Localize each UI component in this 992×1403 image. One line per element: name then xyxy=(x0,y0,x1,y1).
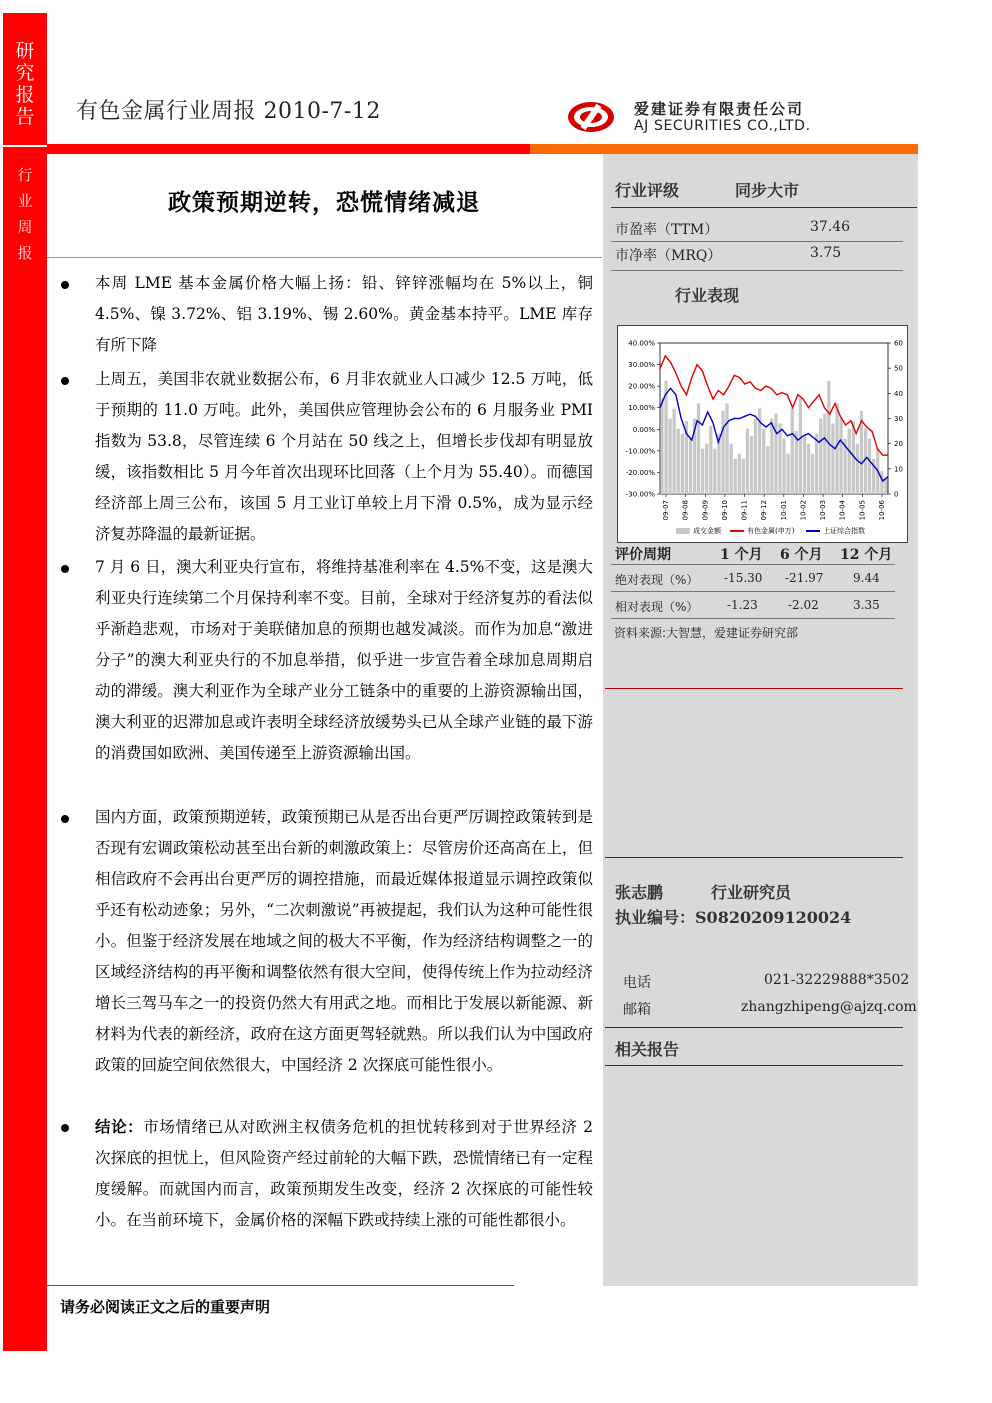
left-tick-label: -30.00% xyxy=(625,490,655,499)
company-name-cn: 爱建证券有限责任公司 xyxy=(634,100,805,118)
volume-bar xyxy=(827,381,830,494)
footer-notice: 请务必阅读正文之后的重要声明 xyxy=(60,1298,271,1316)
perf-cell: -1.23 xyxy=(727,598,758,612)
right-tick-label: 0 xyxy=(894,490,899,499)
row-rule xyxy=(611,564,895,565)
volume-bar xyxy=(673,408,676,494)
header-rule-red xyxy=(47,144,530,154)
volume-bar xyxy=(746,429,749,494)
rating-rule xyxy=(611,207,917,208)
perf-row-label: 绝对表现（%） xyxy=(615,573,699,587)
list-item xyxy=(58,268,593,364)
volume-bar xyxy=(681,434,684,494)
volume-bar xyxy=(823,414,826,495)
analyst-cert: 执业编号：S0820209120024 xyxy=(615,908,852,927)
band-divider xyxy=(3,145,47,147)
phone-label: 电话 xyxy=(623,975,651,991)
x-tick-label: 10-06 xyxy=(878,500,886,521)
row-rule xyxy=(611,618,895,619)
related-reports-heading: 相关报告 xyxy=(615,1040,680,1059)
email-link[interactable]: zhangzhipeng@ajzq.com xyxy=(741,999,917,1015)
chart-svg xyxy=(618,326,907,542)
phone-value: 021-32229888*3502 xyxy=(764,972,910,988)
left-tick-label: 10.00% xyxy=(628,404,655,413)
volume-bar xyxy=(689,439,692,494)
volume-bar xyxy=(831,424,834,495)
bullet-text: 本周 LME 基本金属价格大幅上扬：铅、锌锌涨幅均在 5%以上，铜 4.5%、镍 3.72%、铝 3.19%、锡 2.60%。黄金基本持平。LME 库存有所下降 xyxy=(95,274,593,354)
list-item xyxy=(58,1111,593,1236)
legend-swatch xyxy=(676,528,690,534)
x-tick-label: 09-08 xyxy=(681,500,690,521)
volume-bar xyxy=(807,444,810,494)
band-char: 周 xyxy=(17,218,33,236)
left-tick-label: 40.00% xyxy=(628,339,655,348)
email-label: 邮箱 xyxy=(623,1002,651,1018)
analyst-name: 张志鹏 xyxy=(615,883,664,902)
volume-bar xyxy=(803,436,806,494)
perf-header-cell: 1 个月 xyxy=(720,547,763,563)
volume-bar xyxy=(835,403,838,494)
performance-heading: 行业表现 xyxy=(675,286,740,305)
right-tick-label: 10 xyxy=(894,465,903,474)
rating-label: 行业评级 xyxy=(615,181,680,200)
volume-bar xyxy=(730,444,733,494)
right-tick-label: 50 xyxy=(894,364,903,373)
bullet-text: 国内方面，政策预期逆转，政策预期已从是否出台更严厉调控政策转到是否现有宏调政策松动甚至出台新的刺激政策上：尽管房价还高高在上，但相信政府不会再出台更严厉的调控措施，而最近媒体报道显示调控政策似乎还有松动迹象；另外，“二次刺激说”再被提起，我们认为这种可能性很小。但鉴于经济发展在地域之间的极大不平衡，作为经济结构调整之一的区域经济结构的再平衡和调整依然有很大空间，使得传统上作为拉动经济增长三驾马车之一的投资仍然大有用武之地。而相比于发展以新能源、新材料为代表的新经济，政府在这方面更驾轻就熟。所以我们认为中国政府政策的回旋空间依然很大，中国经济 2 次探底可能性很小。 xyxy=(95,808,593,1074)
bullet-dot-icon xyxy=(61,377,69,385)
bullet-dot-icon xyxy=(61,1124,69,1132)
perf-header-cell: 评价周期 xyxy=(615,547,671,563)
rating-value: 同步大市 xyxy=(735,181,800,200)
volume-bar xyxy=(880,471,883,494)
x-tick-label: 09-11 xyxy=(740,500,749,521)
list-item xyxy=(58,552,593,802)
x-tick-label: 09-07 xyxy=(662,500,670,521)
sidebar-panel xyxy=(603,154,918,1286)
volume-bar xyxy=(811,454,814,494)
row-rule xyxy=(611,270,903,271)
left-tick-label: -10.00% xyxy=(625,447,655,456)
perf-row-label: 相对表现（%） xyxy=(615,600,699,614)
band-char: 报 xyxy=(15,84,35,106)
bullet-text: 7 月 6 日，澳大利亚央行宣布，将维持基准利率在 4.5%不变，这是澳大利亚央行连续第二个月保持利率不变。目前，全球对于经济复苏的看法似乎渐趋悲观，市场对于美联储加息的预期也越发减淡。而作为加息“激进分子”的澳大利亚央行的不加息举措，似乎进一步宣告着全球加息周期启动的滞缓。澳大利亚作为全球产业分工链条中的重要的上游资源输出国，澳大利亚的迟滞加息或许表明全球经济放缓势头已从全球产业链的最下游的消费国如欧洲、美国传递至上游资源输出国。 xyxy=(95,558,593,762)
band-char: 究 xyxy=(15,62,35,84)
band-char: 报 xyxy=(17,244,33,262)
row-rule xyxy=(611,591,895,592)
band-char: 研 xyxy=(15,40,35,62)
row-rule xyxy=(611,241,903,242)
x-tick-label: 10-03 xyxy=(819,500,828,521)
volume-bar xyxy=(701,449,704,494)
volume-bar xyxy=(660,398,663,494)
conclusion-label: 结论： xyxy=(95,1117,144,1136)
volume-bar xyxy=(738,454,741,494)
right-tick-label: 60 xyxy=(894,339,903,348)
band-char: 告 xyxy=(15,106,35,128)
industry-performance-chart xyxy=(617,325,908,543)
bullet-text: 市场情绪已从对欧洲主权债务危机的担忧转移到对于世界经济 2 次探底的担忧上，但风险资产经过前轮的大幅下跌，恐慌情绪已有一定程度缓解。而就国内而言，政策预期发生改变，经济 2 次探底的可能性较小。在当前环境下，金属价格的深幅下跌或持续上涨的可能性都很小。 xyxy=(95,1118,593,1229)
x-tick-label: 09-09 xyxy=(701,500,710,521)
perf-header-cell: 12 个月 xyxy=(840,547,893,563)
volume-bar xyxy=(778,424,781,495)
perf-cell: 3.35 xyxy=(853,598,880,612)
list-item xyxy=(58,364,593,552)
band-category-label xyxy=(3,162,47,266)
report-title: 有色金属行业周报 2010-7-12 xyxy=(76,99,381,124)
volume-bar xyxy=(734,459,737,494)
x-tick-label: 10-01 xyxy=(779,500,788,521)
x-tick-label: 09-10 xyxy=(720,500,729,521)
pb-value: 3.75 xyxy=(810,245,842,261)
volume-bar xyxy=(709,426,712,494)
volume-bar xyxy=(856,444,859,494)
bullet-dot-icon xyxy=(61,281,69,289)
volume-bar xyxy=(705,444,708,494)
section-rule xyxy=(605,688,903,689)
x-tick-label: 10-04 xyxy=(838,500,847,521)
left-tick-label: 0.00% xyxy=(632,425,655,434)
source-note: 资料来源:大智慧，爱建证券研究部 xyxy=(614,626,799,640)
pe-label: 市盈率（TTM） xyxy=(615,222,719,238)
right-tick-label: 40 xyxy=(894,389,903,398)
volume-bar xyxy=(770,419,773,495)
bullet-dot-icon xyxy=(61,815,69,823)
x-tick-label: 09-12 xyxy=(760,500,769,521)
x-tick-label: 10-02 xyxy=(799,500,808,521)
left-tick-label: 30.00% xyxy=(628,361,655,370)
volume-bar xyxy=(774,414,777,495)
perf-cell: -15.30 xyxy=(724,571,763,585)
headline: 政策预期逆转，恐慌情绪减退 xyxy=(168,189,480,216)
right-tick-label: 30 xyxy=(894,415,903,423)
legend-label: 成交金额 xyxy=(693,527,721,535)
volume-bar xyxy=(868,439,871,494)
company-logo-icon xyxy=(566,100,616,134)
left-tick-label: -20.00% xyxy=(625,468,655,477)
bullet-list xyxy=(58,268,593,1236)
volume-bar xyxy=(713,449,716,494)
perf-cell: 9.44 xyxy=(853,571,880,585)
perf-cell: -21.97 xyxy=(785,571,824,585)
volume-bar xyxy=(839,419,842,495)
legend-label: 有色金属(申万) xyxy=(747,527,795,535)
list-item xyxy=(58,802,593,1111)
volume-bar xyxy=(725,403,728,494)
volume-bar xyxy=(754,419,757,495)
left-tick-label: 20.00% xyxy=(628,382,655,391)
volume-bar xyxy=(697,403,700,494)
band-char: 业 xyxy=(17,192,33,210)
company-block xyxy=(566,98,866,138)
volume-bar xyxy=(791,408,794,494)
section-rule xyxy=(605,1065,903,1066)
volume-bar xyxy=(782,439,785,494)
bullet-text: 上周五，美国非农就业数据公布，6 月非农就业人口减少 12.5 万吨，低于预期的 11.0 万吨。此外，美国供应管理协会公布的 6 月服务业 PMI 指数为 53.8，尽管连续 6 个月站在 50 线之上，但增长步伐却有明显放缓，该指数相比 5 月今年首次出现环比回落（上个月为 55.40）。而德国经济部上周三公布，该国 5 月工业订单较上月下滑 0.5%，成为显示经济复苏降温的最新证据。 xyxy=(95,370,593,543)
volume-bar xyxy=(884,479,887,494)
pe-value: 37.46 xyxy=(810,219,851,235)
bullet-dot-icon xyxy=(61,565,69,573)
legend-label: 上证综合指数 xyxy=(823,527,865,535)
x-tick-label: 10-05 xyxy=(858,500,867,521)
analyst-title: 行业研究员 xyxy=(711,883,792,902)
volume-bar xyxy=(766,446,769,494)
perf-cell: -2.02 xyxy=(788,598,819,612)
band-char: 行 xyxy=(17,166,33,184)
band-report-type-label xyxy=(3,40,47,128)
volume-bar xyxy=(750,436,753,494)
volume-bar xyxy=(721,411,724,494)
volume-bar xyxy=(848,429,851,494)
company-name-en: AJ SECURITIES CO.,LTD. xyxy=(634,118,811,134)
volume-bar xyxy=(668,419,671,495)
volume-bar xyxy=(799,398,802,494)
section-rule xyxy=(605,857,903,858)
header-rule-orange xyxy=(530,144,918,154)
pb-label: 市净率（MRQ） xyxy=(615,248,722,264)
volume-bar xyxy=(742,459,745,494)
headline-rule xyxy=(47,257,602,258)
footer-rule xyxy=(47,1285,514,1286)
section-rule xyxy=(605,1027,903,1028)
volume-bar xyxy=(787,454,790,494)
perf-header-cell: 6 个月 xyxy=(780,547,823,563)
right-tick-label: 20 xyxy=(894,440,903,449)
volume-bar xyxy=(815,434,818,494)
volume-bar xyxy=(819,419,822,495)
volume-bar xyxy=(664,381,667,494)
volume-bar xyxy=(762,429,765,494)
volume-bar xyxy=(677,429,680,494)
